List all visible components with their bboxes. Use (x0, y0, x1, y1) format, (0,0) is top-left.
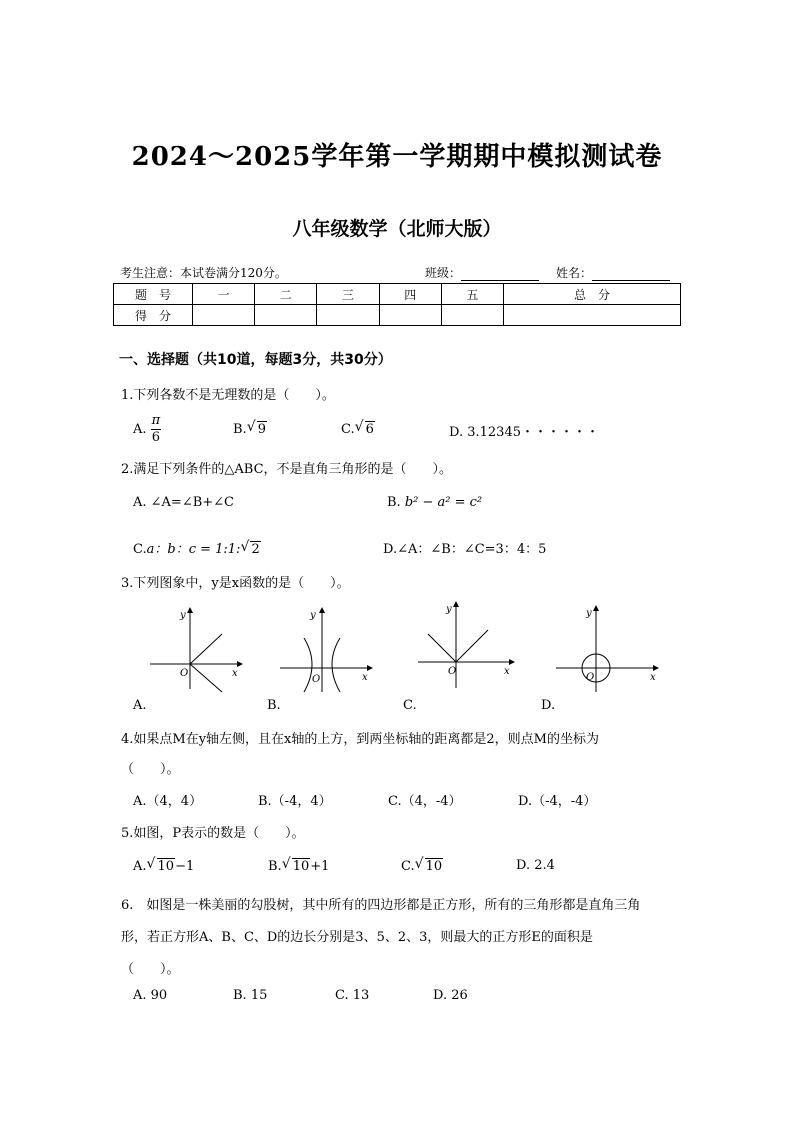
q4-option-c[interactable]: C.（4，-4） (388, 794, 462, 809)
sqrt (282, 858, 311, 874)
q5-a-tail: −1 (175, 859, 195, 874)
fraction (151, 413, 162, 446)
radicand: 9 (257, 422, 266, 437)
q1-option-a[interactable] (133, 413, 161, 446)
q2-option-b[interactable] (387, 495, 482, 510)
q1-b-label: B. (233, 422, 247, 437)
fraction-denominator: 6 (151, 430, 161, 445)
name-blank[interactable] (592, 268, 670, 281)
q2-c-expression: a：b：c = 1:1: (146, 542, 241, 557)
q6-line2: 形，若正方形A、B、C、D的边长分别是3、5、2、3，则最大的正方形E的面积是 (121, 930, 593, 945)
q2-b-expression: b² − a² = c² (404, 495, 483, 510)
graph-c-y-label: y (446, 604, 452, 615)
graph-c-origin: O (448, 666, 457, 677)
q2-stem: 2.满足下列条件的△ABC，不是直角三角形的是（ ）。 (121, 462, 453, 477)
graph-a-origin: O (180, 668, 189, 679)
score-row-label: 得 分 (114, 305, 193, 326)
q6-option-d[interactable]: D. 26 (433, 988, 468, 1003)
score-header-cell: 二 (255, 284, 317, 305)
q1-option-d[interactable]: D. 3.12345・・・・・・ (449, 425, 599, 440)
q1-option-b[interactable] (233, 421, 267, 437)
score-header-cell: 三 (317, 284, 379, 305)
q2-option-a[interactable]: A. ∠A=∠B+∠C (133, 495, 235, 510)
q4-option-a[interactable]: A.（4，4） (133, 794, 203, 809)
graph-b-x-label: x (362, 672, 368, 683)
graph-c-x-label: x (504, 666, 510, 677)
sqrt (247, 421, 267, 437)
sqrt (415, 858, 444, 874)
q5-option-b[interactable] (268, 858, 329, 874)
score-header-cell: 题 号 (114, 284, 193, 305)
score-table-score-row (114, 305, 681, 326)
q5-option-a[interactable] (133, 858, 194, 874)
q3-option-d[interactable]: D. (541, 698, 556, 713)
graph-a (140, 604, 250, 694)
score-cell[interactable] (379, 305, 441, 326)
q6-option-a[interactable]: A. 90 (133, 988, 168, 1003)
graph-c (412, 600, 522, 690)
q4-option-b[interactable]: B.（-4，4） (258, 794, 332, 809)
q6-option-c[interactable]: C. 13 (335, 988, 370, 1003)
q6-option-b[interactable]: B. 15 (233, 988, 268, 1003)
score-cell[interactable] (504, 305, 681, 326)
score-cell[interactable] (255, 305, 317, 326)
q3-stem: 3.下列图象中，y是x函数的是（ ）。 (121, 576, 350, 591)
score-cell[interactable] (193, 305, 255, 326)
score-table-header-row (114, 284, 681, 305)
radicand: 10 (425, 859, 443, 874)
score-cell[interactable] (441, 305, 503, 326)
fraction-numerator: π (151, 413, 161, 428)
exam-title: 2024～2025学年第一学期期中模拟测试卷 (131, 142, 663, 172)
graph-b-y-label: y (310, 610, 316, 621)
q2-option-c[interactable] (133, 538, 261, 557)
q5-option-c[interactable] (401, 858, 443, 874)
class-field[interactable] (425, 264, 539, 281)
q5-option-d[interactable]: D. 2.4 (516, 858, 555, 873)
graph-a-y-label: y (180, 610, 186, 621)
graph-b-origin: O (312, 674, 321, 685)
graph-d-origin: O (586, 672, 595, 683)
class-label: 班级： (425, 266, 462, 280)
class-blank[interactable] (461, 268, 539, 281)
q4-option-d[interactable]: D.（-4，-4） (518, 794, 597, 809)
score-header-cell: 一 (193, 284, 255, 305)
graph-b (272, 604, 382, 694)
q6-line3: （ ）。 (121, 962, 180, 977)
q2-c-label: C. (133, 542, 147, 557)
score-cell[interactable] (317, 305, 379, 326)
graph-d (552, 604, 662, 694)
graph-d-y-label: y (586, 608, 592, 619)
q3-option-c[interactable]: C. (403, 698, 417, 713)
q5-b-label: B. (268, 859, 282, 874)
q3-option-b[interactable]: B. (267, 698, 281, 713)
sqrt (240, 541, 260, 557)
q5-c-label: C. (401, 859, 415, 874)
q1-option-c[interactable] (341, 421, 375, 437)
q1-a-label: A. (133, 422, 147, 437)
q2-b-label: B. (387, 495, 401, 510)
sqrt (147, 858, 176, 874)
name-label: 姓名： (556, 266, 593, 280)
graph-d-x-label: x (650, 672, 656, 683)
name-field[interactable] (556, 264, 670, 281)
q4-stem-line2: （ ）。 (121, 762, 180, 777)
q2-option-d[interactable]: D.∠A：∠B：∠C=3：4：5 (383, 542, 547, 557)
score-header-cell: 五 (441, 284, 503, 305)
q5-a-label: A. (133, 859, 147, 874)
q4-stem-line1: 4.如果点M在y轴左侧，且在x轴的上方，到两坐标轴的距离都是2，则点M的坐标为 (121, 732, 599, 747)
q5-b-tail: +1 (310, 859, 330, 874)
q3-option-a[interactable]: A. (133, 698, 147, 713)
radicand: 6 (365, 422, 374, 437)
score-header-cell: 四 (379, 284, 441, 305)
exam-subtitle: 八年级数学（北师大版） (292, 218, 502, 240)
exam-notice: 考生注意：本试卷满分120分。 (120, 266, 287, 280)
radicand: 10 (292, 859, 310, 874)
q5-stem: 5.如图，P表示的数是（ ）。 (121, 826, 305, 841)
score-header-cell: 总 分 (504, 284, 681, 305)
section-heading: 一、选择题（共10道，每题3分，共30分） (119, 352, 392, 368)
score-table (113, 283, 681, 326)
q1-c-label: C. (341, 422, 355, 437)
graph-a-x-label: x (232, 668, 238, 679)
radicand: 2 (251, 542, 260, 557)
q6-line1: 6. 如图是一株美丽的勾股树，其中所有的四边形都是正方形，所有的三角形都是直角三角 (121, 898, 641, 913)
radicand: 10 (157, 859, 175, 874)
q1-stem: 1.下列各数不是无理数的是（ ）。 (121, 388, 335, 403)
sqrt (355, 421, 375, 437)
